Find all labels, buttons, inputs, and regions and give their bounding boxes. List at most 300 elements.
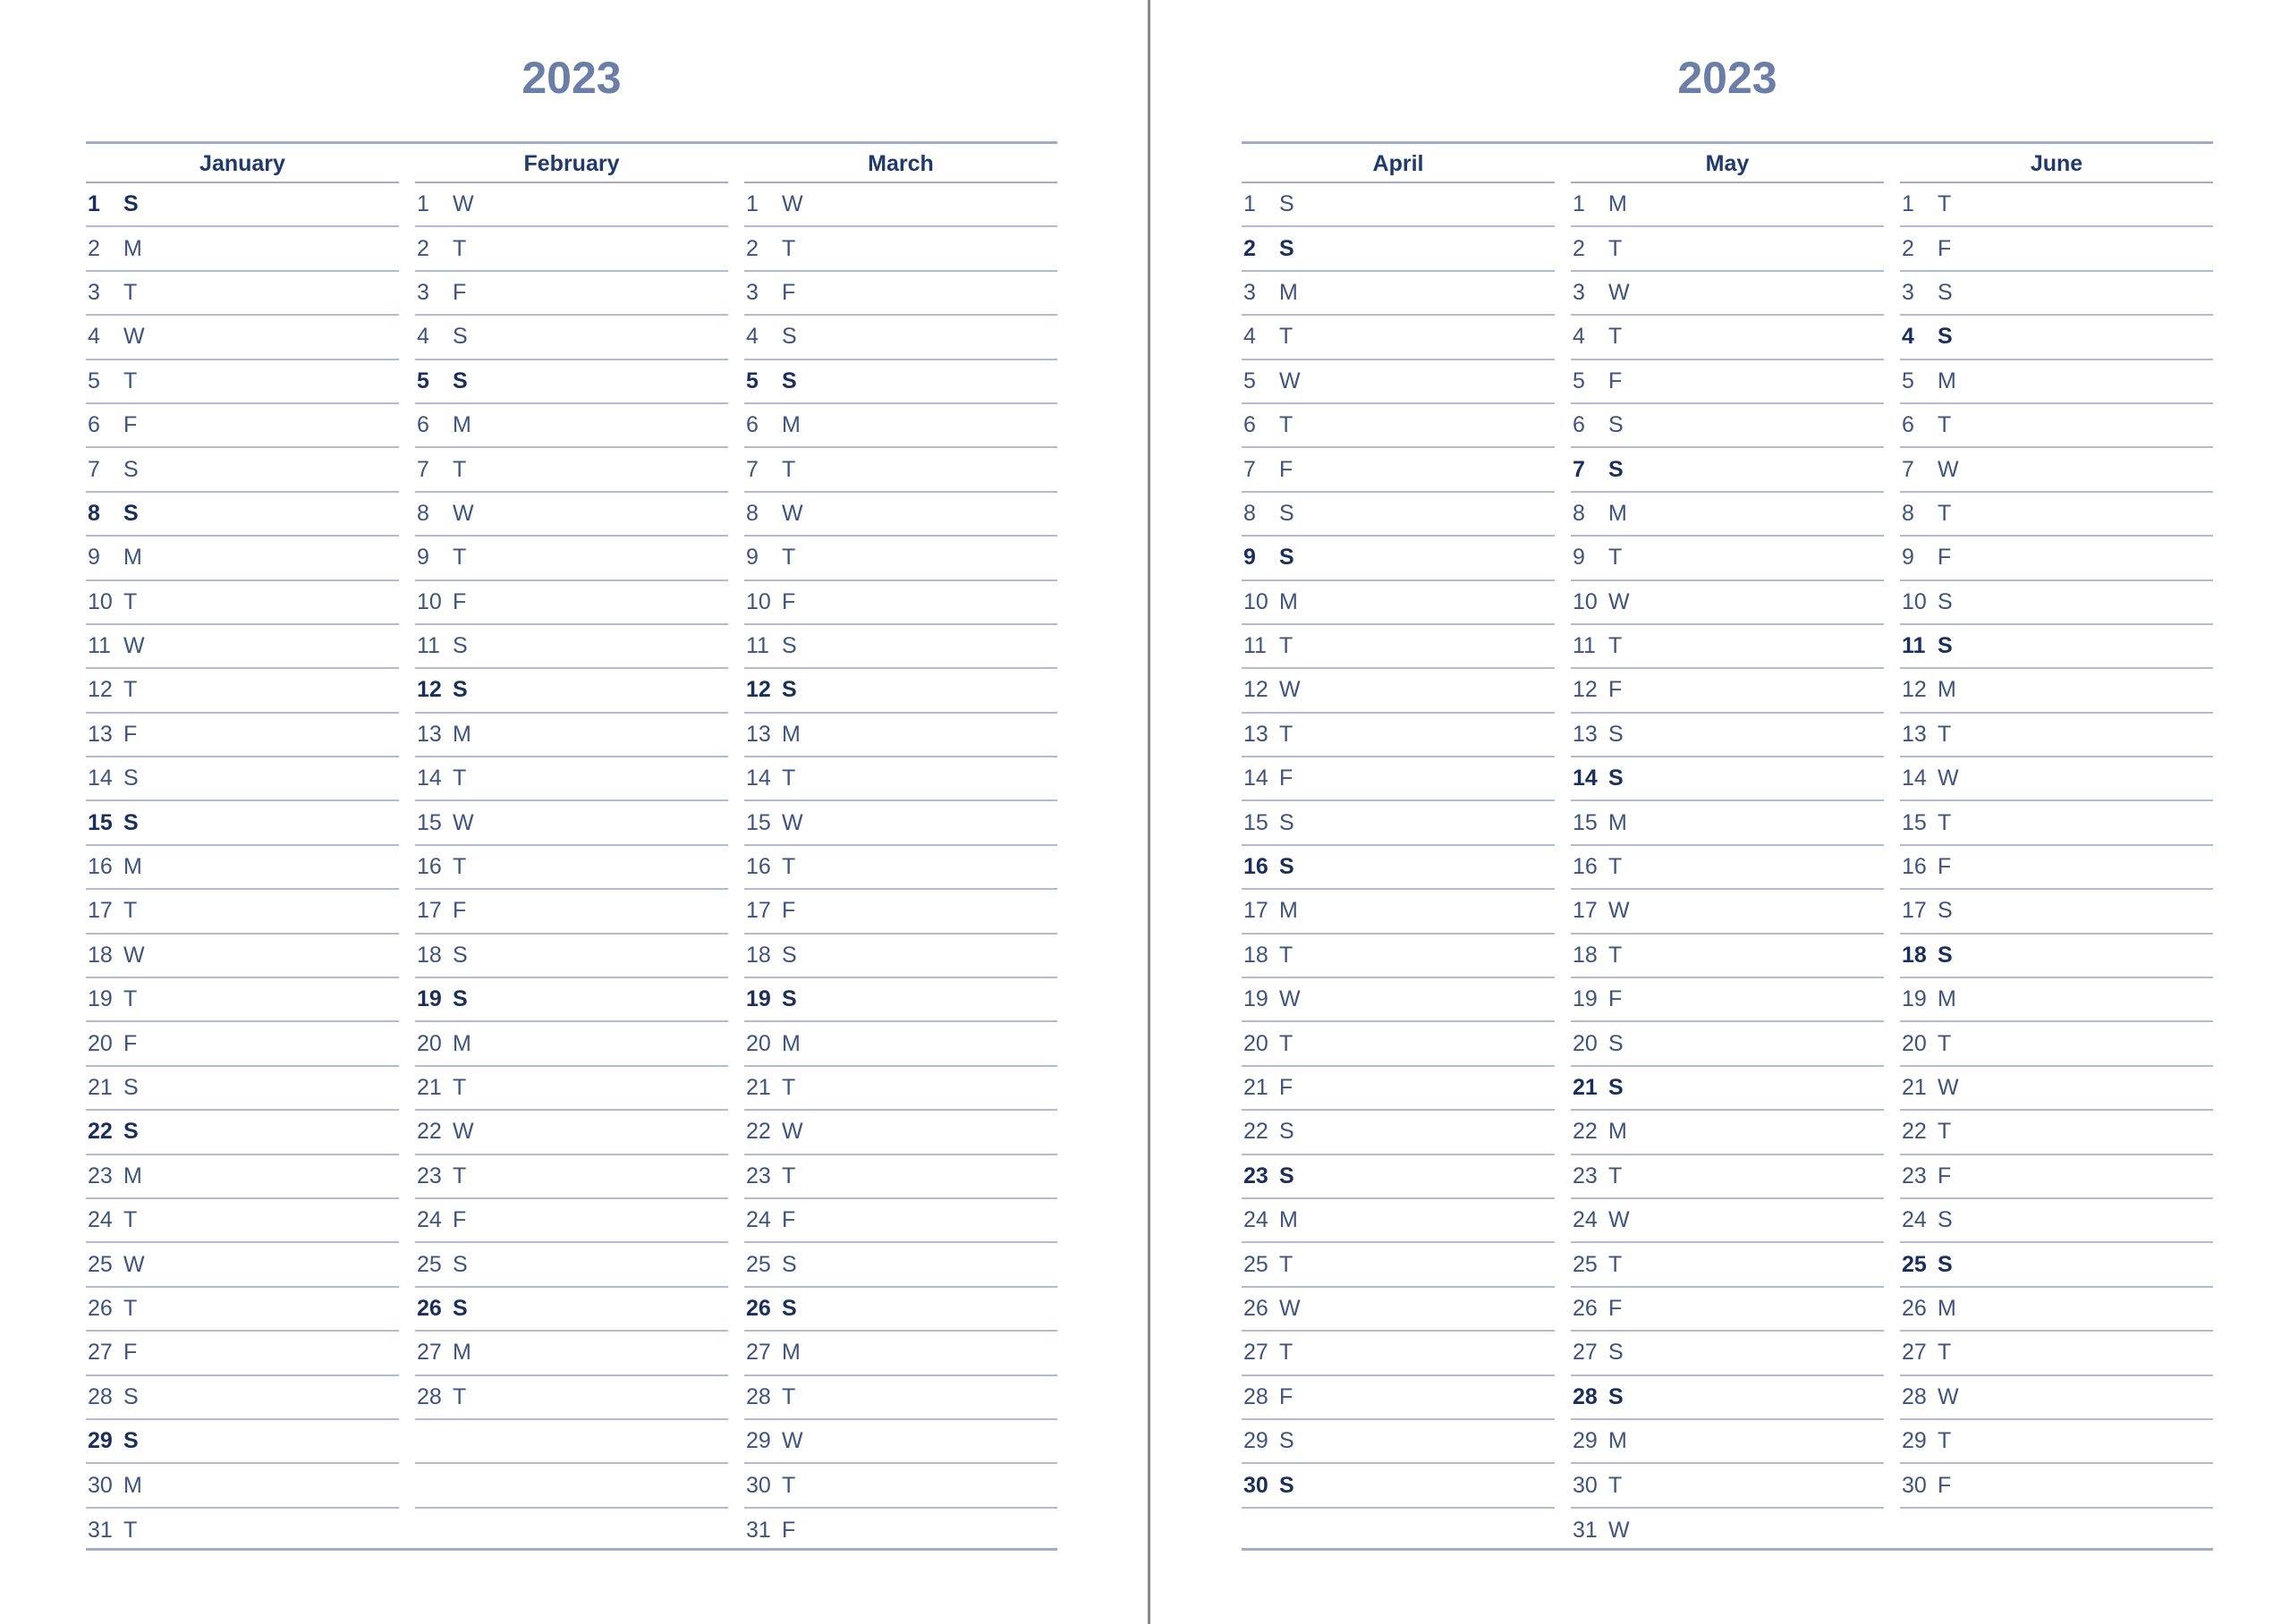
day-row [744, 581, 1057, 625]
day-row [1242, 1067, 1555, 1111]
day-number: 12 [746, 677, 771, 703]
weekday-letter: S [1279, 1119, 1294, 1145]
day-row [415, 978, 728, 1022]
day-row [1900, 801, 2213, 845]
day-number: 24 [88, 1207, 113, 1233]
weekday-letter: T [1279, 1340, 1293, 1366]
day-row [86, 1464, 399, 1508]
day-number: 24 [746, 1207, 771, 1233]
day-number: 9 [746, 545, 759, 571]
day-row [744, 978, 1057, 1022]
day-row [1571, 183, 1884, 227]
day-number: 7 [1243, 456, 1256, 482]
day-row [86, 1288, 399, 1332]
day-row [744, 1332, 1057, 1375]
day-number: 11 [1243, 633, 1267, 659]
day-row [1571, 757, 1884, 801]
empty-row [1900, 1509, 2213, 1552]
day-number: 1 [1243, 191, 1256, 217]
day-number: 1 [417, 191, 429, 217]
weekday-letter: M [453, 1340, 471, 1366]
day-row [744, 801, 1057, 845]
weekday-letter: F [1279, 456, 1293, 482]
day-row [415, 1199, 728, 1243]
weekday-letter: S [1608, 1383, 1624, 1409]
day-number: 9 [1902, 545, 1914, 571]
weekday-letter: M [123, 854, 142, 880]
day-number: 16 [1573, 854, 1598, 880]
day-row [1242, 272, 1555, 316]
month-column [1900, 144, 2213, 1552]
day-row [1571, 537, 1884, 580]
weekday-letter: S [1608, 412, 1624, 438]
day-row [1900, 1288, 2213, 1332]
day-row [1242, 1155, 1555, 1199]
day-row [1571, 801, 1884, 845]
weekday-letter: W [782, 1428, 803, 1454]
day-row [1900, 316, 2213, 359]
day-row [1571, 1464, 1884, 1508]
weekday-letter: M [453, 412, 471, 438]
weekday-letter: T [1608, 324, 1623, 350]
weekday-letter: W [1938, 1075, 1959, 1100]
weekday-letter: F [782, 588, 796, 614]
day-number: 27 [1573, 1340, 1598, 1366]
weekday-letter: M [123, 235, 142, 261]
day-row [86, 625, 399, 669]
day-row [1242, 581, 1555, 625]
day-number: 2 [1573, 235, 1585, 261]
day-number: 18 [746, 942, 771, 968]
day-row [1242, 537, 1555, 580]
day-number: 7 [1902, 456, 1914, 482]
day-number: 2 [746, 235, 759, 261]
day-number: 8 [1902, 500, 1914, 526]
day-number: 4 [1902, 324, 1914, 350]
day-row [1571, 625, 1884, 669]
day-number: 17 [1902, 898, 1927, 924]
weekday-letter: T [782, 1472, 796, 1498]
weekday-letter: T [453, 1163, 467, 1188]
day-row [744, 537, 1057, 580]
day-number: 10 [1573, 588, 1598, 614]
weekday-letter: T [782, 545, 796, 571]
weekday-letter: T [1608, 633, 1623, 659]
weekday-letter: S [123, 456, 139, 482]
day-number: 25 [746, 1251, 771, 1277]
day-number: 9 [1243, 545, 1256, 571]
day-row [1242, 1332, 1555, 1375]
day-number: 7 [417, 456, 429, 482]
weekday-letter: T [782, 1075, 796, 1100]
weekday-letter: M [123, 1163, 142, 1188]
day-row [1571, 272, 1884, 316]
day-row [744, 448, 1057, 492]
day-number: 21 [88, 1075, 113, 1100]
day-row [1900, 935, 2213, 978]
day-row [415, 360, 728, 404]
weekday-letter: S [1608, 1030, 1624, 1056]
day-row [1571, 1420, 1884, 1464]
day-row [86, 316, 399, 359]
weekday-letter: M [1938, 986, 1956, 1012]
day-row [415, 757, 728, 801]
weekday-letter: F [1608, 1295, 1623, 1321]
day-number: 14 [417, 765, 442, 791]
day-number: 18 [1243, 942, 1268, 968]
weekday-letter: T [1279, 942, 1293, 968]
day-number: 26 [1902, 1295, 1927, 1321]
month-grid [86, 141, 1057, 1552]
day-number: 16 [1902, 854, 1927, 880]
weekday-letter: T [1608, 1251, 1623, 1277]
day-row [415, 1332, 728, 1375]
day-row [1571, 1509, 1884, 1552]
day-number: 26 [1573, 1295, 1598, 1321]
day-row [1571, 360, 1884, 404]
month-grid [1242, 141, 2213, 1552]
weekday-letter: F [453, 1207, 467, 1233]
day-number: 9 [417, 545, 429, 571]
weekday-letter: S [123, 1075, 139, 1100]
day-number: 22 [1573, 1119, 1598, 1145]
weekday-letter: S [453, 677, 468, 703]
day-row [744, 890, 1057, 934]
day-row [1571, 404, 1884, 448]
weekday-letter: W [1608, 1207, 1630, 1233]
day-number: 25 [1243, 1251, 1268, 1277]
day-number: 3 [88, 279, 100, 305]
day-row [744, 360, 1057, 404]
day-number: 6 [1573, 412, 1585, 438]
day-number: 30 [1902, 1472, 1927, 1498]
weekday-letter: W [1608, 1517, 1630, 1543]
day-number: 13 [1902, 721, 1927, 747]
day-row [1242, 1288, 1555, 1332]
day-number: 13 [1573, 721, 1598, 747]
weekday-letter: S [1938, 942, 1953, 968]
day-number: 21 [746, 1075, 771, 1100]
day-number: 29 [746, 1428, 771, 1454]
day-number: 18 [1573, 942, 1598, 968]
day-number: 29 [1902, 1428, 1927, 1454]
day-number: 23 [417, 1163, 442, 1188]
weekday-letter: T [1279, 1030, 1293, 1056]
month-header: January [86, 144, 399, 183]
day-row [1900, 537, 2213, 580]
day-number: 23 [88, 1163, 113, 1188]
day-row [1900, 448, 2213, 492]
weekday-letter: F [1279, 1075, 1293, 1100]
weekday-letter: S [123, 1383, 139, 1409]
day-number: 26 [88, 1295, 113, 1321]
day-number: 18 [1902, 942, 1927, 968]
day-row [1900, 1376, 2213, 1420]
day-number: 23 [1902, 1163, 1927, 1188]
day-row [1571, 714, 1884, 757]
weekday-letter: T [1279, 633, 1293, 659]
day-number: 19 [417, 986, 442, 1012]
weekday-letter: T [453, 235, 467, 261]
day-number: 29 [1243, 1428, 1268, 1454]
day-row [415, 448, 728, 492]
weekday-letter: T [453, 545, 467, 571]
day-row [1571, 935, 1884, 978]
day-list [86, 183, 399, 1552]
day-row [1571, 1111, 1884, 1155]
day-number: 12 [88, 677, 113, 703]
day-number: 8 [1243, 500, 1256, 526]
day-row [744, 183, 1057, 227]
day-row [86, 890, 399, 934]
calendar-page-right [1242, 0, 2222, 1624]
day-number: 6 [417, 412, 429, 438]
day-row [1900, 360, 2213, 404]
day-row [1242, 1464, 1555, 1508]
bottom-rule [86, 1548, 1057, 1551]
day-number: 21 [1573, 1075, 1598, 1100]
day-number: 1 [1573, 191, 1585, 217]
weekday-letter: T [1608, 235, 1623, 261]
weekday-letter: W [782, 500, 803, 526]
day-number: 26 [1243, 1295, 1268, 1321]
weekday-letter: W [123, 324, 145, 350]
day-row [415, 316, 728, 359]
day-row [744, 1199, 1057, 1243]
day-number: 14 [88, 765, 113, 791]
day-number: 2 [417, 235, 429, 261]
weekday-letter: S [1279, 500, 1294, 526]
day-number: 21 [1243, 1075, 1268, 1100]
day-row [1242, 183, 1555, 227]
day-number: 14 [746, 765, 771, 791]
day-row [1900, 1155, 2213, 1199]
day-number: 24 [1902, 1207, 1927, 1233]
weekday-letter: W [123, 1251, 145, 1277]
month-header: March [744, 144, 1057, 183]
day-number: 24 [1573, 1207, 1598, 1233]
day-number: 13 [746, 721, 771, 747]
day-row [1900, 757, 2213, 801]
weekday-letter: S [1938, 633, 1953, 659]
day-number: 28 [1902, 1383, 1927, 1409]
day-row [1571, 1288, 1884, 1332]
day-row [86, 714, 399, 757]
day-row [1571, 1243, 1884, 1287]
day-number: 5 [746, 368, 759, 393]
day-number: 20 [1573, 1030, 1598, 1056]
weekday-letter: W [1938, 1383, 1959, 1409]
day-row [86, 183, 399, 227]
day-number: 16 [1243, 854, 1268, 880]
weekday-letter: S [1279, 545, 1294, 571]
day-row [1571, 1376, 1884, 1420]
day-number: 25 [417, 1251, 442, 1277]
weekday-letter: W [123, 633, 145, 659]
month-header: February [415, 144, 728, 183]
weekday-letter: S [1608, 456, 1624, 482]
day-number: 1 [1902, 191, 1914, 217]
day-row [744, 227, 1057, 271]
day-row [86, 360, 399, 404]
weekday-letter: S [1279, 1428, 1294, 1454]
day-row [86, 404, 399, 448]
weekday-letter: F [453, 279, 467, 305]
day-number: 14 [1243, 765, 1268, 791]
day-number: 16 [417, 854, 442, 880]
weekday-letter: M [1279, 588, 1298, 614]
day-row [1571, 227, 1884, 271]
day-number: 12 [417, 677, 442, 703]
day-list [1571, 183, 1884, 1552]
day-number: 28 [417, 1383, 442, 1409]
day-number: 8 [88, 500, 100, 526]
day-row [1900, 1420, 2213, 1464]
day-row [415, 890, 728, 934]
weekday-letter: T [1938, 191, 1952, 217]
day-row [415, 1022, 728, 1066]
day-number: 14 [1902, 765, 1927, 791]
day-number: 3 [1243, 279, 1256, 305]
weekday-letter: T [1608, 1163, 1623, 1188]
day-row [1900, 1067, 2213, 1111]
weekday-letter: M [1608, 500, 1627, 526]
weekday-letter: F [1938, 854, 1952, 880]
day-number: 22 [417, 1119, 442, 1145]
day-number: 8 [746, 500, 759, 526]
day-number: 16 [746, 854, 771, 880]
day-number: 26 [417, 1295, 442, 1321]
day-number: 17 [417, 898, 442, 924]
month-header: May [1571, 144, 1884, 183]
day-row [86, 1022, 399, 1066]
day-row [1242, 1199, 1555, 1243]
day-row [86, 1155, 399, 1199]
weekday-letter: T [782, 1163, 796, 1188]
day-number: 6 [88, 412, 100, 438]
weekday-letter: F [123, 721, 138, 747]
day-row [1242, 1111, 1555, 1155]
weekday-letter: F [1279, 1383, 1293, 1409]
day-row [1571, 1022, 1884, 1066]
weekday-letter: S [123, 500, 139, 526]
weekday-letter: T [1938, 1030, 1952, 1056]
day-row [1900, 1199, 2213, 1243]
day-row [1242, 316, 1555, 359]
weekday-letter: W [453, 191, 474, 217]
day-number: 17 [1243, 898, 1268, 924]
day-number: 5 [417, 368, 429, 393]
day-number: 22 [88, 1119, 113, 1145]
day-row [86, 1067, 399, 1111]
day-number: 8 [1573, 500, 1585, 526]
day-number: 11 [1902, 633, 1926, 659]
day-number: 19 [88, 986, 113, 1012]
weekday-letter: W [453, 809, 474, 835]
day-row [86, 537, 399, 580]
day-row [415, 1111, 728, 1155]
weekday-letter: F [1938, 1472, 1952, 1498]
weekday-letter: S [1608, 1075, 1624, 1100]
day-row [1900, 493, 2213, 537]
weekday-letter: T [123, 279, 138, 305]
day-number: 4 [1573, 324, 1585, 350]
day-row [744, 1155, 1057, 1199]
weekday-letter: T [782, 456, 796, 482]
weekday-letter: T [123, 898, 138, 924]
day-row [1571, 1199, 1884, 1243]
day-row [1242, 493, 1555, 537]
day-row [744, 272, 1057, 316]
day-number: 10 [1902, 588, 1927, 614]
weekday-letter: S [1608, 1340, 1624, 1366]
day-number: 18 [417, 942, 442, 968]
weekday-letter: M [1938, 677, 1956, 703]
day-row [1900, 625, 2213, 669]
weekday-letter: S [1938, 588, 1953, 614]
day-number: 28 [746, 1383, 771, 1409]
weekday-letter: S [1938, 1251, 1953, 1277]
day-number: 12 [1573, 677, 1598, 703]
day-row [1242, 801, 1555, 845]
day-row [1242, 978, 1555, 1022]
day-number: 25 [88, 1251, 113, 1277]
day-number: 10 [746, 588, 771, 614]
day-row [1900, 714, 2213, 757]
weekday-letter: T [782, 235, 796, 261]
day-number: 3 [417, 279, 429, 305]
day-number: 15 [1243, 809, 1268, 835]
day-row [1242, 890, 1555, 934]
weekday-letter: T [1608, 545, 1623, 571]
day-number: 17 [746, 898, 771, 924]
day-row [415, 1067, 728, 1111]
weekday-letter: S [123, 765, 139, 791]
weekday-letter: T [782, 1383, 796, 1409]
weekday-letter: M [453, 1030, 471, 1056]
day-row [415, 935, 728, 978]
day-row [1242, 404, 1555, 448]
day-list [1900, 183, 2213, 1552]
day-number: 16 [88, 854, 113, 880]
day-number: 17 [88, 898, 113, 924]
weekday-letter: S [453, 368, 468, 393]
day-number: 19 [746, 986, 771, 1012]
day-row [1242, 757, 1555, 801]
day-number: 7 [1573, 456, 1585, 482]
day-number: 2 [88, 235, 100, 261]
weekday-letter: W [1279, 368, 1301, 393]
weekday-letter: T [453, 1075, 467, 1100]
weekday-letter: M [1608, 809, 1627, 835]
day-row [744, 935, 1057, 978]
day-number: 19 [1243, 986, 1268, 1012]
weekday-letter: W [1279, 986, 1301, 1012]
weekday-letter: T [1279, 412, 1293, 438]
day-row [1900, 404, 2213, 448]
day-row [1242, 669, 1555, 713]
day-row [415, 493, 728, 537]
day-number: 26 [746, 1295, 771, 1321]
day-row [1571, 846, 1884, 890]
day-number: 20 [88, 1030, 113, 1056]
weekday-letter: F [123, 412, 138, 438]
day-number: 24 [417, 1207, 442, 1233]
day-row [1571, 890, 1884, 934]
day-number: 17 [1573, 898, 1598, 924]
day-number: 15 [88, 809, 113, 835]
day-number: 15 [417, 809, 442, 835]
